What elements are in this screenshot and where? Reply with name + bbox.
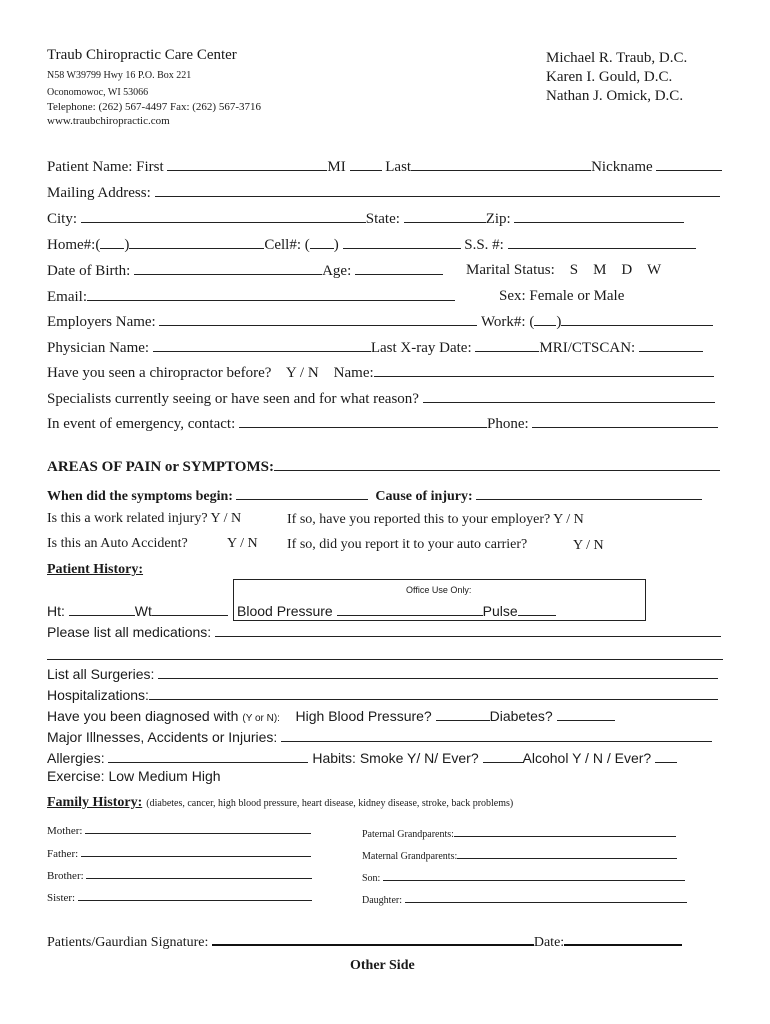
home-area-field[interactable] <box>100 234 124 249</box>
date-field[interactable] <box>564 930 682 946</box>
emergency-contact-field[interactable] <box>239 413 487 428</box>
home-label: Home#:( <box>47 237 101 253</box>
major-illnesses-field[interactable] <box>281 727 712 742</box>
yn-label: (Y or N): <box>242 713 280 724</box>
nickname-field[interactable] <box>656 156 722 171</box>
son-row <box>362 870 685 884</box>
dob-field[interactable] <box>134 260 322 275</box>
areas-of-pain-row <box>47 456 720 476</box>
cell-phone-field[interactable] <box>343 234 461 249</box>
cause-of-injury-label: Cause of injury: <box>375 489 473 504</box>
mi-label: MI <box>327 159 346 175</box>
mailing-address-row <box>47 182 720 202</box>
home-phone-field[interactable] <box>129 234 264 249</box>
clinic-address-line1: N58 W39799 Hwy 16 P.O. Box 221 <box>47 70 192 81</box>
sister-field[interactable] <box>78 890 312 901</box>
other-side-label: Other Side <box>350 958 415 973</box>
city-label: City: <box>47 211 78 227</box>
last-name-label: Last <box>385 159 412 175</box>
last-name-field[interactable] <box>411 156 591 171</box>
diabetes-label: Diabetes? <box>489 708 553 724</box>
cause-of-injury-field[interactable] <box>476 485 702 500</box>
clinic-address-line2: Oconomowoc, WI 53066 <box>47 87 149 98</box>
smoke-ever-field[interactable] <box>483 748 523 763</box>
phones-row <box>47 234 696 254</box>
work-paren: ) <box>556 314 562 330</box>
paternal-label: Paternal Grandparents: <box>362 829 454 840</box>
alcohol-ever-field[interactable] <box>655 748 677 763</box>
cell-label: Cell#: ( <box>264 237 310 253</box>
hospitalizations-field[interactable] <box>149 685 718 700</box>
medications-label: Please list all medications: <box>47 624 212 640</box>
areas-of-pain-field[interactable] <box>274 456 720 471</box>
marital-options[interactable]: S M D W <box>569 262 662 278</box>
symptoms-begin-label: When did the symptoms begin: <box>47 489 233 504</box>
father-label: Father: <box>47 848 79 860</box>
city-row <box>47 208 684 228</box>
cell-paren: ) <box>333 237 339 253</box>
maternal-field[interactable] <box>457 848 677 859</box>
paternal-row <box>362 826 676 840</box>
brother-label: Brother: <box>47 870 84 882</box>
employer-row <box>47 311 713 331</box>
mailing-address-label: Mailing Address: <box>47 185 151 201</box>
brother-row <box>47 868 312 882</box>
state-field[interactable] <box>404 208 486 223</box>
email-row <box>47 286 455 306</box>
exercise-options[interactable]: Exercise: Low Medium High <box>47 768 221 784</box>
symptoms-begin-field[interactable] <box>236 485 368 500</box>
physician-name-label: Physician Name: <box>47 340 150 356</box>
height-weight-row <box>47 601 228 619</box>
reported-auto-question: If so, did you report it to your auto carrier? <box>287 537 528 552</box>
doctor-1: Michael R. Traub, D.C. <box>546 50 688 66</box>
doctor-2: Karen I. Gould, D.C. <box>546 69 673 85</box>
surgeries-field[interactable] <box>158 664 718 679</box>
auto-accident-yn[interactable]: Y / N <box>227 536 258 551</box>
work-injury-question[interactable]: Is this a work related injury? Y / N <box>47 511 242 526</box>
patient-name-row <box>47 156 722 176</box>
employers-name-field[interactable] <box>159 311 477 326</box>
age-label: Age: <box>322 263 352 279</box>
daughter-row <box>362 892 687 906</box>
paternal-field[interactable] <box>454 826 676 837</box>
clinic-name: Traub Chiropractic Care Center <box>47 47 237 63</box>
maternal-row <box>362 848 677 862</box>
emergency-label: In event of emergency, contact: <box>47 416 236 432</box>
allergies-label: Allergies: <box>47 750 105 766</box>
brother-field[interactable] <box>86 868 312 879</box>
signature-row <box>47 930 682 951</box>
father-row <box>47 846 311 860</box>
son-label: Son: <box>362 873 381 884</box>
ss-label: S.S. #: <box>464 237 504 253</box>
surgeries-row <box>47 664 718 682</box>
ss-field[interactable] <box>508 234 696 249</box>
major-illnesses-label: Major Illnesses, Accidents or Injuries: <box>47 729 278 745</box>
surgeries-label: List all Surgeries: <box>47 666 155 682</box>
diabetes-field[interactable] <box>557 706 615 721</box>
allergies-field[interactable] <box>108 748 308 763</box>
family-history-row <box>47 793 513 811</box>
cell-area-field[interactable] <box>310 234 334 249</box>
age-field[interactable] <box>355 260 443 275</box>
state-label: State: <box>365 211 400 227</box>
areas-of-pain-label: AREAS OF PAIN or SYMPTOMS: <box>47 459 274 475</box>
date-label: Date: <box>533 935 565 950</box>
habits-label: Habits: Smoke Y/ N/ Ever? <box>312 750 479 766</box>
doctor-3: Nathan J. Omick, D.C. <box>546 88 684 104</box>
seen-chiropractor-label: Have you seen a chiropractor before? Y / N Name: <box>47 365 374 381</box>
signature-field[interactable] <box>212 930 534 946</box>
height-label: Ht: <box>47 603 65 619</box>
father-field[interactable] <box>81 846 311 857</box>
chiropractor-row <box>47 362 714 382</box>
height-field[interactable] <box>69 601 135 616</box>
pulse-field[interactable] <box>518 601 556 616</box>
hospitalizations-row <box>47 685 718 703</box>
dob-label: Date of Birth: <box>47 263 131 279</box>
clinic-website: www.traubchiropractic.com <box>47 115 170 127</box>
son-field[interactable] <box>383 870 685 881</box>
symptoms-begin-row <box>47 485 702 505</box>
mri-field[interactable] <box>639 337 703 352</box>
pulse-label: Pulse <box>482 603 518 619</box>
alcohol-label: Alcohol Y / N / Ever? <box>522 750 652 766</box>
work-phone-field[interactable] <box>561 311 713 326</box>
blood-pressure-field[interactable] <box>337 601 483 616</box>
chiropractor-name-field[interactable] <box>374 362 714 377</box>
sister-row <box>47 890 312 904</box>
specialists-row <box>47 388 715 408</box>
work-area-field[interactable] <box>534 311 556 326</box>
diagnosed-row <box>47 706 615 724</box>
reported-employer-question[interactable]: If so, have you reported this to your employer? Y / N <box>287 512 584 527</box>
office-use-label: Office Use Only: <box>406 585 472 595</box>
diagnosed-label: Have you been diagnosed with <box>47 708 239 724</box>
daughter-field[interactable] <box>405 892 687 903</box>
maternal-label: Maternal Grandparents: <box>362 851 458 862</box>
medications-row <box>47 622 721 640</box>
work-label: Work#: ( <box>480 314 535 330</box>
allergies-row <box>47 748 677 766</box>
family-history-note: (diabetes, cancer, high blood pressure, heart disease, kidney disease, stroke, back problems) <box>146 798 514 809</box>
weight-field[interactable] <box>152 601 228 616</box>
mri-label: MRI/CTSCAN: <box>539 340 636 356</box>
major-illnesses-row <box>47 727 712 745</box>
zip-label: Zip: <box>485 211 511 227</box>
employers-name-label: Employers Name: <box>47 314 156 330</box>
medications-field[interactable] <box>215 622 721 637</box>
patient-history-title: Patient History: <box>47 562 144 577</box>
signature-label: Patients/Gaurdian Signature: <box>47 935 209 950</box>
emergency-row <box>47 413 718 433</box>
mi-field[interactable] <box>350 156 382 171</box>
reported-auto-yn[interactable]: Y / N <box>573 538 604 553</box>
daughter-label: Daughter: <box>362 895 402 906</box>
hospitalizations-label: Hospitalizations: <box>47 687 149 703</box>
email-label: Email: <box>47 289 87 305</box>
home-paren: ) <box>124 237 130 253</box>
last-xray-field[interactable] <box>475 337 539 352</box>
marital-status-label: Marital Status: <box>466 262 555 278</box>
dob-row <box>47 260 443 280</box>
first-name-label: Patient Name: First <box>47 159 164 175</box>
mother-label: Mother: <box>47 825 83 837</box>
mailing-address-field[interactable] <box>155 182 720 197</box>
auto-accident-question: Is this an Auto Accident? <box>47 536 188 551</box>
sex-options[interactable]: Sex: Female or Male <box>499 288 625 304</box>
sister-label: Sister: <box>47 892 76 904</box>
hbp-field[interactable] <box>436 706 490 721</box>
email-field[interactable] <box>87 286 455 301</box>
first-name-field[interactable] <box>167 156 327 171</box>
blood-pressure-label: Blood Pressure <box>237 603 333 619</box>
emergency-phone-field[interactable] <box>532 413 718 428</box>
vitals-row <box>237 601 556 619</box>
mother-row <box>47 823 311 837</box>
nickname-label: Nickname <box>591 159 653 175</box>
medications-extra-line[interactable] <box>47 659 723 660</box>
physician-row <box>47 337 703 357</box>
last-xray-label: Last X-ray Date: <box>370 340 472 356</box>
family-history-title: Family History: <box>47 795 143 810</box>
zip-field[interactable] <box>514 208 684 223</box>
emergency-phone-label: Phone: <box>487 416 529 432</box>
mother-field[interactable] <box>85 823 311 834</box>
specialists-label: Specialists currently seeing or have seen and for what reason? <box>47 391 419 407</box>
weight-label: Wt <box>134 603 152 619</box>
marital-status-row <box>466 262 661 279</box>
clinic-phone: Telephone: (262) 567-4497 Fax: (262) 567-3716 <box>47 101 261 113</box>
hbp-label: High Blood Pressure? <box>295 708 432 724</box>
city-field[interactable] <box>81 208 366 223</box>
specialists-field[interactable] <box>423 388 715 403</box>
physician-name-field[interactable] <box>153 337 371 352</box>
